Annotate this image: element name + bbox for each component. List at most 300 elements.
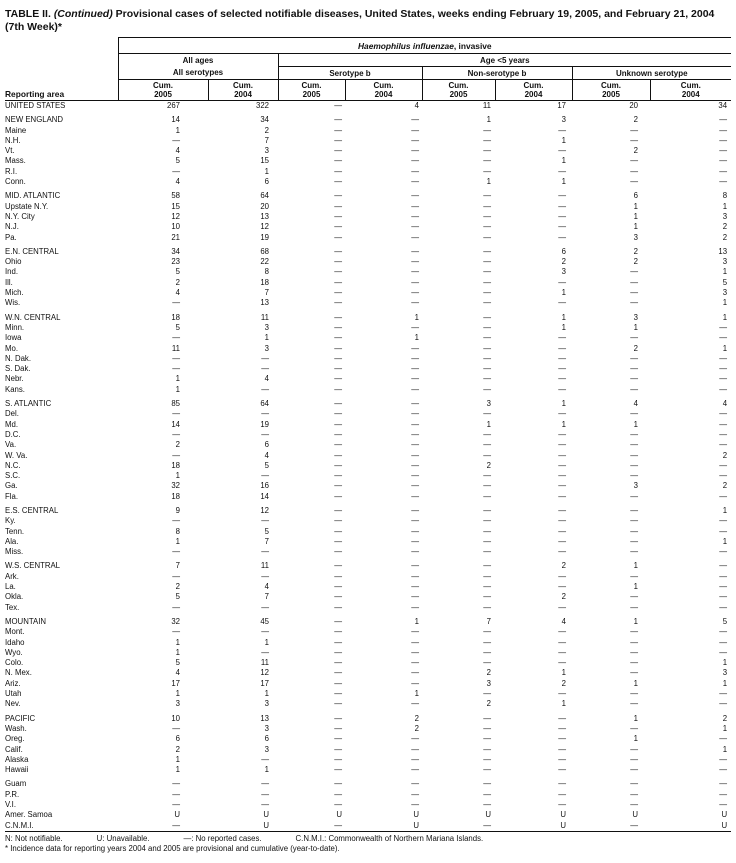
value-cell: 22 [260,257,269,267]
table-row [5,399,731,409]
value-cell: — [483,647,491,657]
value-cell: 3 [486,399,491,409]
value-cell: — [558,689,566,699]
value-cell: — [558,789,566,799]
value-cell: — [261,571,269,581]
footnote-legend [5,834,731,844]
value-cell: — [630,440,638,450]
table-row [5,451,731,461]
value-cell: 85 [171,399,180,409]
value-cell: 1 [633,211,638,221]
value-cell: — [334,450,342,460]
value-cell: 32 [171,481,180,491]
value-cell: 13 [260,298,269,308]
value-cell: — [558,384,566,394]
table-row [5,734,731,744]
value-cell: — [558,491,566,501]
value-cell: — [172,627,180,637]
column-header-all-serotypes: All serotypes [118,67,278,80]
value-cell: — [334,277,342,287]
value-cell: 6 [561,246,566,256]
value-cell: — [261,800,269,809]
value-cell: 1 [633,419,638,429]
value-cell: 6 [264,734,269,744]
value-cell: — [261,789,269,799]
value-cell: — [172,516,180,526]
footnote-cnmi: C.N.M.I.: Commonwealth of Northern Mariana Islands. [295,833,484,843]
value-cell: — [334,246,342,256]
value-cell: — [411,201,419,211]
value-cell: — [261,547,269,557]
value-cell: — [411,450,419,460]
value-cell: 4 [414,101,419,110]
value-cell: — [719,779,728,789]
footnote-unavailable: U: Unavailable. [96,833,150,843]
column-header-disease [118,38,731,54]
value-cell: — [719,627,728,637]
value-cell: 5 [175,267,180,277]
value-cell: 34 [718,101,728,110]
value-cell: 64 [260,399,269,409]
value-cell: 1 [722,267,728,277]
value-cell: — [411,471,419,481]
value-cell: — [719,374,728,384]
value-cell: — [630,333,638,343]
reporting-area-cell: Pa. [5,232,17,242]
value-cell: — [422,821,495,832]
value-cell: — [483,582,491,592]
table-row [5,617,731,627]
value-cell: 7 [264,536,269,546]
value-cell: 1 [561,177,566,187]
value-cell: — [411,257,419,267]
value-cell: — [411,800,419,809]
value-cell: — [261,602,269,612]
value-cell: — [172,779,180,789]
reporting-area-cell: Del. [5,409,19,419]
value-cell: — [334,353,342,363]
value-cell: — [558,211,566,221]
value-cell: — [483,571,491,581]
value-cell: — [558,582,566,592]
section-mountain [5,613,731,710]
value-cell: — [334,460,342,470]
value-cell: — [334,571,342,581]
table-row [5,658,731,668]
value-cell: — [558,166,566,176]
value-cell: — [411,582,419,592]
value-cell: 7 [175,561,180,571]
value-cell: — [334,637,342,647]
value-cell: — [630,135,638,145]
value-cell: — [411,429,419,439]
reporting-area-cell: W.N. CENTRAL [5,312,61,322]
value-cell: 23 [171,257,180,267]
value-cell: — [630,668,638,678]
value-cell: — [483,246,491,256]
value-cell: — [334,399,342,409]
reporting-area-cell: Kans. [5,384,25,394]
value-cell: 1 [722,536,728,546]
column-header-cum-2005: Cum. 2005 [118,80,208,101]
value-cell: — [630,779,638,789]
value-cell: — [411,637,419,647]
value-cell: — [411,211,419,221]
value-cell: 7 [264,592,269,602]
table-row [5,516,731,526]
value-cell: — [558,429,566,439]
value-cell: — [483,364,491,374]
value-cell: 11 [171,343,180,353]
table-row [5,115,731,125]
value-cell: — [483,429,491,439]
value-cell: — [172,409,180,419]
value-cell: — [719,364,728,374]
value-cell: — [558,298,566,308]
value-cell: 1 [264,333,269,343]
value-cell: 3 [722,257,728,267]
value-cell: 1 [486,177,491,187]
table-row [5,679,731,689]
value-cell: — [411,177,419,187]
table-row [5,374,731,384]
value-cell: — [334,744,342,754]
column-header-non-serotype-b: Non-serotype b [422,67,572,80]
value-cell: — [719,135,728,145]
value-cell: — [558,536,566,546]
value-cell: — [719,602,728,612]
value-cell: — [334,689,342,699]
reporting-area-cell: Miss. [5,547,24,557]
value-cell: — [558,353,566,363]
value-cell: 1 [561,288,566,298]
table-row [5,755,731,765]
value-cell: — [334,201,342,211]
value-cell: — [558,333,566,343]
value-cell: — [483,201,491,211]
value-cell: — [172,364,180,374]
reporting-area-cell: Md. [5,419,18,429]
value-cell: — [334,125,342,135]
value-cell: — [630,298,638,308]
value-cell: U [560,810,566,820]
value-cell: — [334,616,342,626]
value-cell: 3 [264,699,269,709]
value-cell: — [483,505,491,515]
reporting-area-cell: Ga. [5,481,18,491]
value-cell: — [334,678,342,688]
value-cell: — [172,789,180,799]
value-cell: U [650,821,731,832]
value-cell: — [411,505,419,515]
value-cell: — [558,779,566,789]
value-cell: 2 [486,668,491,678]
table-row [5,420,731,430]
value-cell: 4 [722,399,728,409]
value-cell: — [483,156,491,166]
value-cell: 9 [175,505,180,515]
reporting-area-cell: Ind. [5,267,19,277]
value-cell: — [719,699,728,709]
value-cell: — [118,821,208,832]
value-cell: — [483,561,491,571]
reporting-area-cell: UNITED STATES [5,101,66,110]
table-row [5,146,731,156]
reporting-area-cell: S. ATLANTIC [5,399,52,409]
value-cell: 2 [175,440,180,450]
reporting-area-cell: Mo. [5,343,18,353]
value-cell: — [334,592,342,602]
value-cell: 3 [633,232,638,242]
value-cell: — [483,658,491,668]
value-cell: 6 [264,177,269,187]
value-cell: 3 [175,699,180,709]
value-cell: — [630,156,638,166]
value-cell: — [172,602,180,612]
value-cell: — [630,547,638,557]
value-cell: 1 [633,616,638,626]
reporting-area-cell: La. [5,582,16,592]
value-cell: — [411,115,419,125]
value-cell: 1 [722,658,728,668]
reporting-area-cell: S. Dak. [5,364,31,374]
value-cell: 34 [171,246,180,256]
value-cell: — [483,516,491,526]
value-cell: — [558,744,566,754]
value-cell: 2 [175,744,180,754]
table-row [5,800,731,810]
table-row [5,409,731,419]
value-cell: — [334,312,342,322]
value-cell: — [630,647,638,657]
value-cell: 45 [260,616,269,626]
value-cell: — [630,450,638,460]
reporting-area-cell: Colo. [5,658,24,668]
reporting-area-cell: N. Mex. [5,668,32,678]
value-cell: 1 [561,312,566,322]
value-cell: — [558,516,566,526]
reporting-area-cell: E.N. CENTRAL [5,246,59,256]
table-row [5,492,731,502]
reporting-area-cell: Hawaii [5,765,29,775]
value-cell: — [630,744,638,754]
value-cell: 5 [264,460,269,470]
value-cell: 1 [722,723,728,733]
value-cell: 2 [264,125,269,135]
table-title-rest: Provisional cases of selected notifiable diseases, United States, weeks ending February 19, 2005, and February 21, 2004 [115,8,715,20]
reporting-area-cell: NEW ENGLAND [5,115,64,125]
value-cell: — [719,789,728,799]
value-cell: — [411,547,419,557]
value-cell: — [483,637,491,647]
value-cell: — [719,754,728,764]
value-cell: 1 [175,384,180,394]
section-wn-central [5,309,731,395]
table-row [5,779,731,789]
value-cell: — [261,754,269,764]
value-cell: 1 [561,668,566,678]
value-cell: 12 [260,505,269,515]
table-row [5,461,731,471]
value-cell: 3 [722,668,728,678]
value-cell: — [630,353,638,363]
value-cell: 1 [561,135,566,145]
value-cell: 1 [175,471,180,481]
value-cell: — [334,166,342,176]
value-cell: 32 [171,616,180,626]
value-cell: 12 [260,222,269,232]
value-cell: — [172,723,180,733]
value-cell: — [261,516,269,526]
reporting-area-cell: N. Dak. [5,353,31,363]
section-new-england [5,111,731,187]
table-row [5,212,731,222]
reporting-area-cell: N.J. [5,222,19,232]
table-row [5,821,731,832]
reporting-area-cell: Upstate N.Y. [5,201,49,211]
table-row [5,561,731,571]
value-cell: — [630,267,638,277]
value-cell: — [483,222,491,232]
table-row [5,354,731,364]
value-cell: 8 [264,267,269,277]
value-cell: — [719,384,728,394]
table-row [5,714,731,724]
value-cell: — [411,536,419,546]
value-cell: 1 [175,647,180,657]
reporting-area-cell: Ky. [5,516,16,526]
value-cell: — [630,526,638,536]
value-cell: — [411,298,419,308]
value-cell: 14 [260,491,269,501]
value-cell: — [719,547,728,557]
value-cell: — [334,713,342,723]
value-cell: 2 [561,561,566,571]
value-cell: — [483,312,491,322]
value-cell: — [483,322,491,332]
reporting-area-cell: Va. [5,440,17,450]
value-cell: — [630,536,638,546]
value-cell: 1 [722,298,728,308]
value-cell: — [334,561,342,571]
table-title-week: (7th Week)* [5,21,62,33]
value-cell: 1 [633,561,638,571]
section-mid-atlantic [5,187,731,242]
table-row [5,471,731,481]
value-cell: — [483,166,491,176]
value-cell: — [334,800,342,809]
value-cell: 1 [175,374,180,384]
value-cell: 13 [718,246,728,256]
value-cell: — [411,246,419,256]
value-cell: — [411,399,419,409]
value-cell: 1 [175,536,180,546]
value-cell: — [411,627,419,637]
value-cell: — [261,429,269,439]
reporting-area-cell: Nebr. [5,374,24,384]
value-cell: — [558,547,566,557]
value-cell: — [334,699,342,709]
table-row [5,582,731,592]
value-cell: — [483,547,491,557]
value-cell: — [172,166,180,176]
table-row [5,430,731,440]
table-title [5,8,731,21]
value-cell: 1 [175,754,180,764]
table-row [5,810,731,820]
value-cell: — [334,177,342,187]
value-cell: — [630,571,638,581]
value-cell: — [483,333,491,343]
value-cell: U [413,810,419,820]
table-row [5,547,731,557]
value-cell: 15 [260,156,269,166]
value-cell: — [411,156,419,166]
disease-name-rest: , invasive [453,40,492,51]
value-cell: 3 [722,211,728,221]
value-cell: — [334,115,342,125]
value-cell: U [174,810,180,820]
value-cell: 1 [633,222,638,232]
reporting-area-cell: Tex. [5,602,20,612]
table-row [5,278,731,288]
footnotes [5,834,731,854]
value-cell: 2 [486,699,491,709]
value-cell: 3 [264,723,269,733]
value-cell: — [411,526,419,536]
value-cell: — [334,481,342,491]
value-cell: — [334,779,342,789]
value-cell: 5 [264,526,269,536]
value-cell: — [411,571,419,581]
reporting-area-cell: Mich. [5,288,24,298]
reporting-area-cell: D.C. [5,429,21,439]
value-cell: 1 [561,699,566,709]
value-cell: — [719,409,728,419]
reporting-area-cell: Ark. [5,571,19,581]
table-row [5,689,731,699]
value-cell: — [558,734,566,744]
value-cell: — [483,754,491,764]
value-cell: — [172,571,180,581]
value-cell: 1 [561,399,566,409]
table-row [5,298,731,308]
value-cell: — [719,115,728,125]
table-row [5,257,731,267]
value-cell: — [334,364,342,374]
value-cell: — [483,232,491,242]
table-row [5,267,731,277]
value-cell: 4 [264,582,269,592]
reporting-area-cell: Ill. [5,277,13,287]
value-cell: — [558,201,566,211]
value-cell: — [719,125,728,135]
value-cell: — [630,288,638,298]
value-cell: 11 [482,101,491,110]
table-row [5,136,731,146]
value-cell: — [278,821,345,832]
value-cell: — [411,678,419,688]
value-cell: 58 [171,191,180,201]
value-cell: 1 [722,312,728,322]
value-cell: 13 [260,713,269,723]
value-cell: 3 [633,481,638,491]
value-cell: — [172,353,180,363]
value-cell: — [411,232,419,242]
value-cell: 1 [414,333,419,343]
table-row [5,222,731,232]
value-cell: — [411,222,419,232]
